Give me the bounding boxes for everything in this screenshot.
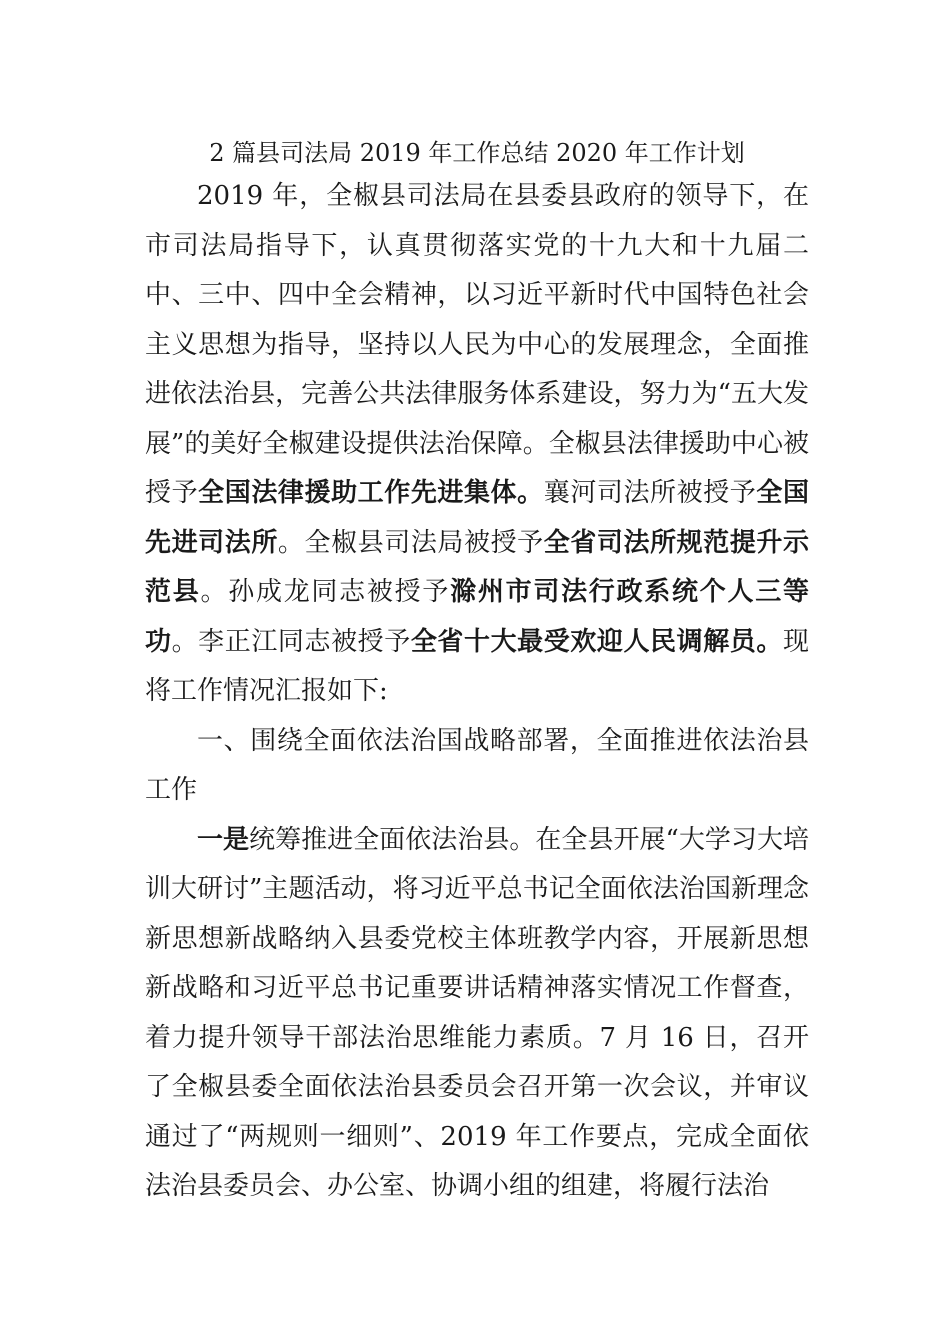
award-national-legal-aid: 全国法律援助工作先进集体。 <box>198 478 544 508</box>
intro-text-5: 。李正江同志被授予 <box>171 626 411 657</box>
award-top-mediator: 全省十大最受欢迎人民调解员。 <box>410 626 783 657</box>
intro-text-1: 2019 年，全椒县司法局在县委县政府的领导下，在市司法局指导下，认真贯彻落实党的十九大和十九届二中、三中、四中全会精神，以习近平新时代中国特色社会主义思想为指导，坚持以人民为中心的发展理念，全面推进依法治县，完善公共法律服务体系建设，努力为“五大发展”的美好全椒建设提供法治保障。全椒县法律援助中心被授予 <box>145 181 809 508</box>
point-lead: 一是 <box>197 824 250 855</box>
award-national-judicial-office: 全国先进司法所 <box>145 478 809 558</box>
intro-text-4: 。孙成龙同志被授予 <box>200 577 451 607</box>
document-title: 2 篇县司法局 2019 年工作总结 2020 年工作计划 <box>209 139 745 167</box>
award-provincial-demo-county: 全省司法所规范提升示范县 <box>145 527 809 607</box>
point-text: 统筹推进全面依法治县。在全县开展“大学习大培训大研讨”主题活动，将习近平总书记全面依法治国新理念新思想新战略纳入县委党校主体班教学内容，开展新思想新战略和习近平总书记重要讲话精神落实情况工作督查，着力提升领导干部法治思维能力素质。7 月 16 日，召开了全椒县委全面依法治县委员会召开第一次会议，并审议通过了“两规则一细则”、2019 年工作要点，完成全面依法治县委员会、办公室、协调小组的组建，将履行法治 <box>145 824 809 1201</box>
intro-text-6: 现将工作情况汇报如下: <box>145 626 809 706</box>
intro-paragraph <box>145 172 809 717</box>
intro-text-3: 。全椒县司法局被授予 <box>277 527 544 558</box>
section-heading-1: 一、围绕全面依法治国战略部署，全面推进依法治县工作 <box>145 725 809 805</box>
intro-text-2: 襄河司法所被授予 <box>543 478 757 508</box>
document-page <box>145 134 809 1212</box>
point-paragraph-1 <box>145 816 809 1212</box>
award-third-class-merit: 滁州市司法行政系统个人三等功 <box>145 577 809 657</box>
